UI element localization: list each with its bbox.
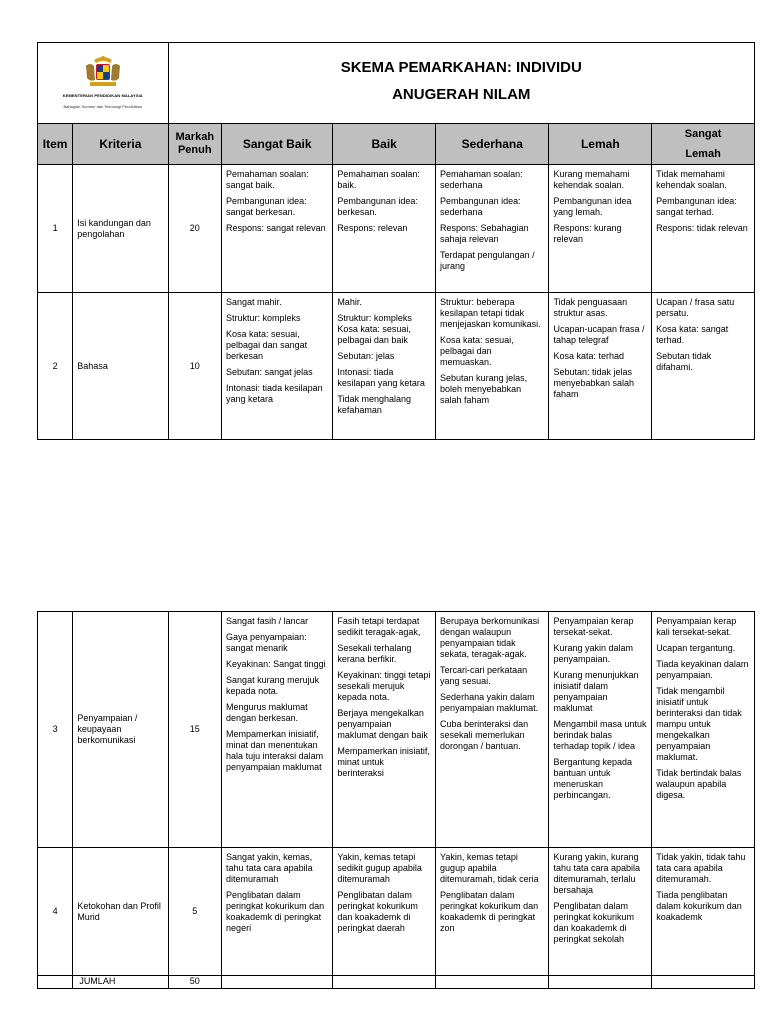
descriptor-sangat-baik <box>222 293 333 440</box>
row-criterion: Bahasa <box>73 293 168 440</box>
descriptor-lemah <box>549 612 652 848</box>
descriptor-sederhana <box>436 848 549 976</box>
descriptor-line: Pemahaman soalan: sederhana <box>440 169 523 190</box>
descriptor-line: Berupaya berkomunikasi dengan walaupun penyampaian tidak sekata, teragak-agak. <box>440 616 540 659</box>
descriptor-line: Respons: kurang relevan <box>553 223 622 244</box>
descriptor-line: Pembangunan idea: sangat berkesan. <box>226 196 307 217</box>
col-lemah: Lemah <box>549 124 652 165</box>
descriptor-sangat-lemah <box>652 848 755 976</box>
descriptor-baik <box>333 612 436 848</box>
descriptor-line: Sebutan: jelas <box>337 351 395 361</box>
col-sangat-lemah: Sangat Lemah <box>652 124 755 165</box>
descriptor-line: Struktur: beberapa kesilapan tetapi tidak menjejaskan komunikasi. <box>440 297 541 329</box>
descriptor-line: Struktur: kompleks <box>226 313 301 323</box>
descriptor-line: Ucapan / frasa satu persatu. <box>656 297 735 318</box>
descriptor-sangat-lemah <box>652 293 755 440</box>
logo-text-ministry: KEMENTERIAN PENDIDIKAN MALAYSIA <box>62 93 143 98</box>
descriptor-line: Gaya penyampaian: sangat menarik <box>226 632 307 653</box>
descriptor-line: Intonasi: tiada kesilapan yang ketara <box>337 367 425 388</box>
descriptor-lemah <box>549 165 652 293</box>
col-item: Item <box>38 124 73 165</box>
descriptor-line: Penyampaian kerap tersekat-sekat. <box>553 616 634 637</box>
descriptor-line: Mahir. <box>337 297 362 307</box>
descriptor-line: Kosa kata: sangat terhad. <box>656 324 729 345</box>
col-sederhana: Sederhana <box>436 124 549 165</box>
row-max-score: 5 <box>168 848 222 976</box>
descriptor-sangat-lemah <box>652 612 755 848</box>
title-cell <box>168 43 754 124</box>
table-row <box>38 848 755 976</box>
descriptor-line: Kosa kata: sesuai, pelbagai dan memuaskan. <box>440 335 514 367</box>
col-sangat-baik: Sangat Baik <box>222 124 333 165</box>
descriptor-line: Kurang menunjukkan inisiatif dalam penyampaian maklumat <box>553 670 639 713</box>
descriptor-lemah <box>549 848 652 976</box>
descriptor-line: Ucapan tergantung. <box>656 643 736 653</box>
total-value: 50 <box>168 976 222 989</box>
descriptor-line: Tercari-cari perkataan yang sesuai. <box>440 665 528 686</box>
descriptor-line: Kosa kata: terhad <box>553 351 624 361</box>
row-item-number: 4 <box>38 848 73 976</box>
descriptor-line: Sangat fasih / lancar <box>226 616 309 626</box>
descriptor-line: Yakin, kemas tetapi sedikit gugup apabila ditemuramah <box>337 852 422 884</box>
descriptor-line: Sebutan kurang jelas, boleh menyebabkan salah faham <box>440 373 528 405</box>
col-baik: Baik <box>333 124 436 165</box>
descriptor-line: Sesekali terhalang kerana berfikir. <box>337 643 412 664</box>
descriptor-line: Ucapan-ucapan frasa / tahap telegraf <box>553 324 645 345</box>
descriptor-line: Tidak memahami kehendak soalan. <box>656 169 727 190</box>
descriptor-baik <box>333 165 436 293</box>
descriptor-line: Kurang memahami kehendak soalan. <box>553 169 630 190</box>
table-row <box>38 293 755 440</box>
descriptor-sederhana <box>436 612 549 848</box>
descriptor-line: Mengambil masa untuk berindak balas terhadap topik / idea <box>553 719 647 751</box>
descriptor-line: Yakin, kemas tetapi gugup apabila ditemuramah, tidak ceria <box>440 852 539 884</box>
table-row <box>38 165 755 293</box>
descriptor-sangat-baik <box>222 612 333 848</box>
descriptor-line: Tiada keyakinan dalam penyampaian. <box>656 659 749 680</box>
logo-cell <box>38 43 169 124</box>
col-markah: Markah Penuh <box>168 124 222 165</box>
table-row <box>38 612 755 848</box>
row-max-score: 15 <box>168 612 222 848</box>
descriptor-line: Struktur: kompleks Kosa kata: sesuai, pelbagai dan baik <box>337 313 412 345</box>
descriptor-line: Respons: Sebahagian sahaja relevan <box>440 223 529 244</box>
descriptor-line: Sederhana yakin dalam penyampaian maklumat. <box>440 692 539 713</box>
descriptor-sederhana <box>436 293 549 440</box>
row-criterion: Isi kandungan dan pengolahan <box>73 165 168 293</box>
descriptor-line: Sangat kurang merujuk kepada nota. <box>226 675 320 696</box>
descriptor-line: Sangat yakin, kemas, tahu tata cara apabila ditemuramah <box>226 852 313 884</box>
descriptor-sangat-baik <box>222 165 333 293</box>
descriptor-sederhana <box>436 165 549 293</box>
col-kriteria: Kriteria <box>73 124 168 165</box>
descriptor-line: Keyakinan: Sangat tinggi <box>226 659 326 669</box>
row-item-number: 1 <box>38 165 73 293</box>
row-item-number: 2 <box>38 293 73 440</box>
descriptor-line: Penglibatan dalam peringkat kokurikum dan koakademk di peringkat zon <box>440 890 539 933</box>
descriptor-line: Penglibatan dalam peringkat kokurikum dan koakademk di peringkat sekolah <box>553 901 635 944</box>
row-criterion: Ketokohan dan Profil Murid <box>73 848 168 976</box>
row-criterion: Penyampaian / keupayaan berkomunikasi <box>73 612 168 848</box>
descriptor-line: Kurang yakin dalam penyampaian. <box>553 643 634 664</box>
descriptor-line: Cuba berinteraksi dan sesekali memerlukan dorongan / bantuan. <box>440 719 529 751</box>
descriptor-line: Mengurus maklumat dengan berkesan. <box>226 702 308 723</box>
descriptor-line: Respons: relevan <box>337 223 408 233</box>
descriptor-line: Penglibatan dalam peringkat kokurikum dan koakademk di peringkat negeri <box>226 890 325 933</box>
descriptor-line: Pembangunan idea yang lemah. <box>553 196 632 217</box>
descriptor-line: Pemahaman soalan: baik. <box>337 169 420 190</box>
document-title: SKEMA PEMARKAHAN: INDIVIDU <box>340 59 582 76</box>
descriptor-line: Sebutan tidak difahami. <box>656 351 712 372</box>
descriptor-line: Terdapat pengulangan / jurang <box>440 250 535 271</box>
descriptor-line: Kurang yakin, kurang tahu tata cara apabila ditemuramah, terlalu bersahaja <box>553 852 641 895</box>
descriptor-line: Mempamerkan inisiatif, minat dan menentukan hala tuju interaksi dalam penyampaian maklumat <box>226 729 324 772</box>
logo-text-division: Bahagian Sumber dan Teknologi Pendidikan <box>63 104 143 109</box>
row-item-number: 3 <box>38 612 73 848</box>
total-row <box>38 976 755 989</box>
descriptor-lemah <box>549 293 652 440</box>
descriptor-line: Pemahaman soalan: sangat baik. <box>226 169 309 190</box>
descriptor-line: Respons: sangat relevan <box>226 223 326 233</box>
descriptor-line: Pembangunan idea: sangat terhad. <box>656 196 737 217</box>
descriptor-line: Penyampaian kerap kali tersekat-sekat. <box>656 616 737 637</box>
total-label: JUMLAH <box>73 976 168 989</box>
descriptor-line: Tidak mengambil inisiatif untuk berinteraksi dan tidak mampu untuk mengekalkan penyampaian maklumat. <box>656 686 742 762</box>
scoring-table-part1 <box>37 42 755 440</box>
row-max-score: 10 <box>168 293 222 440</box>
document-subtitle: ANUGERAH NILAM <box>392 86 531 103</box>
descriptor-line: Kosa kata: sesuai, pelbagai dan sangat berkesan <box>226 329 308 361</box>
descriptor-line: Tidak bertindak balas walaupun apabila digesa. <box>656 768 742 800</box>
descriptor-line: Pembangunan idea: sederhana <box>440 196 521 217</box>
descriptor-line: Mempamerkan inisiatif, minat untuk berinteraksi <box>337 746 430 778</box>
descriptor-line: Sebutan: sangat jelas <box>226 367 313 377</box>
descriptor-line: Sebutan: tidak jelas menyebabkan salah faham <box>553 367 635 399</box>
descriptor-line: Tiada penglibatan dalam kokurikum dan koakademk <box>656 890 742 922</box>
descriptor-sangat-baik <box>222 848 333 976</box>
descriptor-line: Bergantung kepada bantuan untuk meneruskan perbincangan. <box>553 757 633 800</box>
descriptor-line: Respons: tidak relevan <box>656 223 748 233</box>
descriptor-line: Keyakinan: tinggi tetapi sesekali merujuk kepada nota. <box>337 670 431 702</box>
coat-of-arms-icon <box>80 54 126 88</box>
descriptor-baik <box>333 848 436 976</box>
descriptor-line: Sangat mahir. <box>226 297 282 307</box>
descriptor-sangat-lemah <box>652 165 755 293</box>
descriptor-line: Tidak yakin, tidak tahu tata cara apabila ditemuramah. <box>656 852 746 884</box>
descriptor-line: Intonasi: tiada kesilapan yang ketara <box>226 383 323 404</box>
row-max-score: 20 <box>168 165 222 293</box>
descriptor-line: Penglibatan dalam peringkat kokurikum dan koakademk di peringkat daerah <box>337 890 418 933</box>
descriptor-baik <box>333 293 436 440</box>
descriptor-line: Fasih tetapi terdapat sedikit teragak-agak, <box>337 616 421 637</box>
descriptor-line: Berjaya mengekalkan penyampaian maklumat dengan baik <box>337 708 428 740</box>
scoring-table-part2 <box>37 611 755 989</box>
descriptor-line: Tidak menghalang kefahaman <box>337 394 412 415</box>
descriptor-line: Pembangunan idea: berkesan. <box>337 196 418 217</box>
ministry-logo <box>38 43 168 123</box>
descriptor-line: Tidak penguasaan struktur asas. <box>553 297 628 318</box>
table-header-row <box>38 124 755 165</box>
